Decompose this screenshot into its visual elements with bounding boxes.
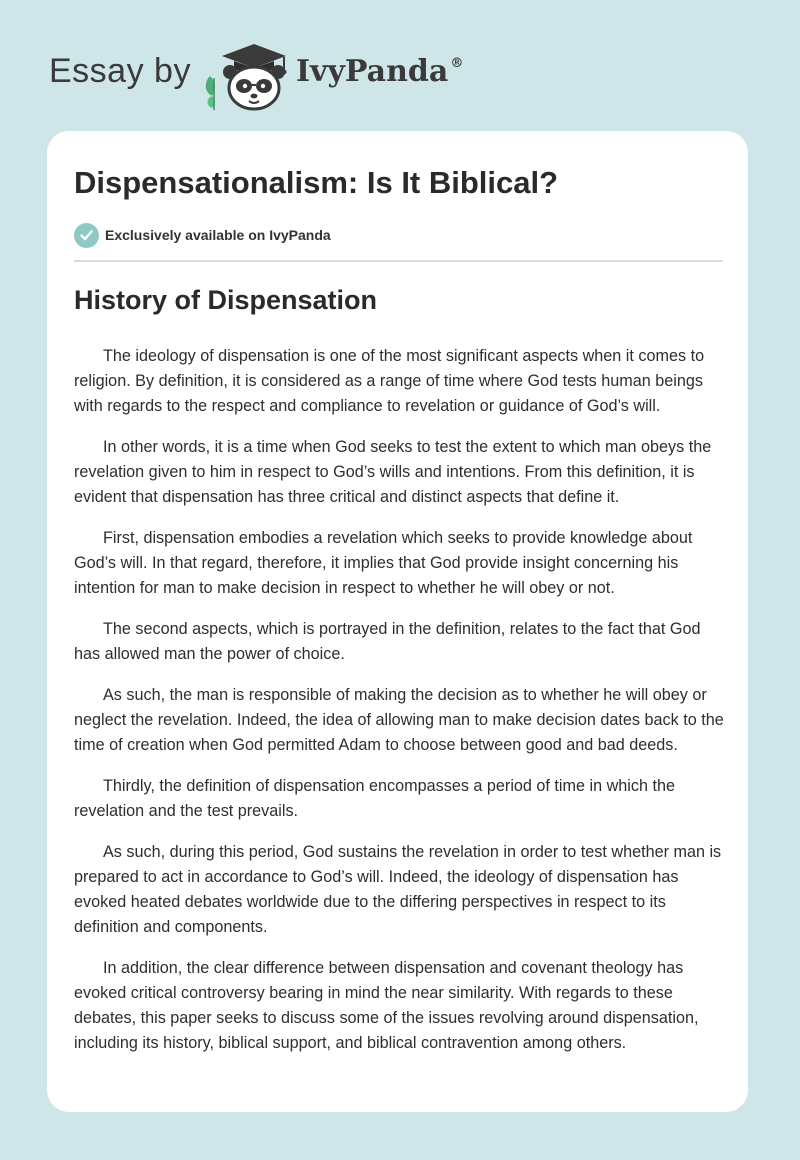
check-circle-icon [74, 223, 99, 248]
paragraph: As such, during this period, God sustains the revelation in order to test whether man is prepared to act in accordance to God’s will. Indeed, the ideology of dispensation has evoked heated debates worldwide due to the differing perspectives in respect to its definition and components. [74, 843, 722, 936]
paragraph: Thirdly, the definition of dispensation encompasses a period of time in which the revelation and the test prevails. [74, 777, 675, 820]
paragraph: First, dispensation embodies a revelation which seeks to provide knowledge about God’s will. In that regard, therefore, it implies that God provide insight concerning his intention for man to make decision in respect to whether he will obey or not. [74, 529, 693, 597]
essay-body [74, 344, 724, 1072]
page-title: Dispensationalism: Is It Biblical? [74, 165, 559, 200]
exclusive-badge-label: Exclusively available on IvyPanda [105, 227, 331, 243]
leaf-icon [206, 76, 215, 110]
exclusive-badge [74, 222, 331, 248]
title-divider [74, 260, 723, 262]
paragraph: In other words, it is a time when God seeks to test the extent to which man obeys the revelation given to him in respect to God’s wills and intentions. From this definition, it is evident that dispensation has three critical and distinct aspects that define it. [74, 438, 712, 506]
essay-card [47, 131, 748, 1112]
brand-name[interactable]: IvyPanda ® [296, 54, 464, 89]
essay-by-label: Essay by [49, 52, 191, 90]
section-heading: History of Dispensation [74, 285, 378, 315]
registered-mark: ® [450, 56, 464, 71]
paragraph: The ideology of dispensation is one of the most significant aspects when it comes to religion. By definition, it is considered as a range of time where God tests human beings with regards to the respect and compliance to revelation or guidance of God’s will. [74, 347, 705, 415]
panda-graduate-icon[interactable] [200, 36, 292, 112]
paragraph: As such, the man is responsible of making the decision as to whether he will obey or neglect the revelation. Indeed, the idea of allowing man to make decision dates back to the time of creation when God permitted Adam to choose between good and bad deeds. [74, 686, 724, 754]
paragraph: The second aspects, which is portrayed in the definition, relates to the fact that God has allowed man the power of choice. [74, 620, 701, 663]
paragraph: In addition, the clear difference between dispensation and covenant theology has evoked critical controversy bearing in mind the near similarity. With regards to these debates, this paper seeks to discuss some of the issues revolving around dispensation, including its history, biblical support, and biblical contravention among others. [74, 959, 699, 1052]
site-header [47, 34, 647, 114]
